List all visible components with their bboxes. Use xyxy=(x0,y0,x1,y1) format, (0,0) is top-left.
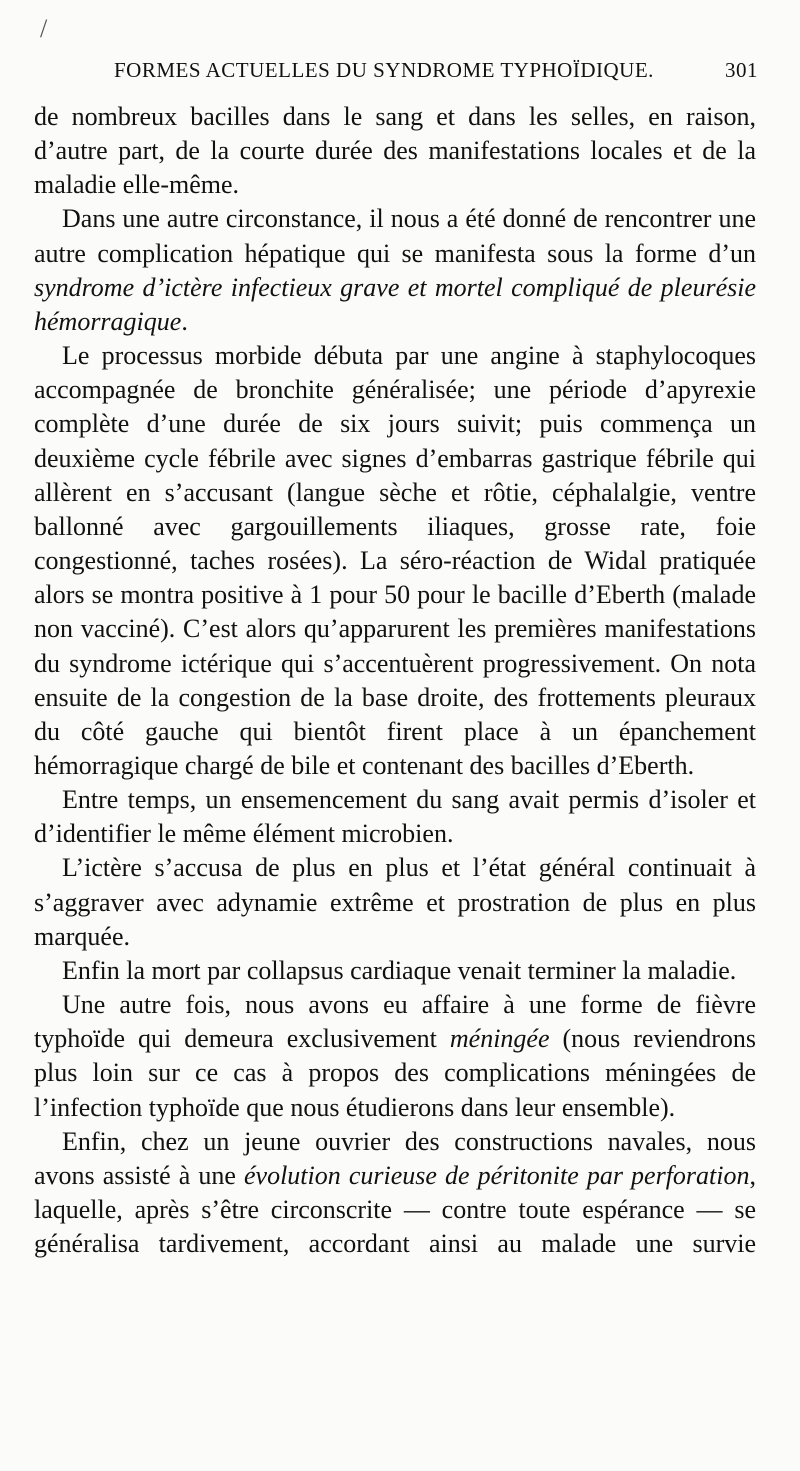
paragraph-1 xyxy=(34,100,756,202)
body-text xyxy=(34,100,756,1261)
paragraph-2-text: Dans une autre circonstance, il nous a été donné de rencontrer une autre complication hépatique qui se manifesta sous la forme d’un xyxy=(34,204,756,268)
paragraph-8 xyxy=(34,1125,756,1262)
paragraph-4 xyxy=(34,783,756,851)
paragraph-3-text: Le processus morbide débuta par une angine à staphylocoques accompagnée de bronchite généralisée; une période d’apyrexie complète d’une durée de six jours suivit; puis commença un deuxième cycle fébrile avec signes d’embarras gastrique fébrile qui allèrent en s’accusant (langue sèche et rôtie, céphalalgie, ventre ballonné avec gargouillements iliaques, grosse rate, foie congestionné, taches rosées). La séro-réaction de Widal pratiquée alors se montra positive à 1 pour 50 pour le bacille d’Eberth (malade non vacciné). C’est alors qu’apparurent les premières manifestations du syndrome ictérique qui s’accentuèrent progressivement. On nota ensuite de la congestion de la base droite, des frottements pleuraux du côté gauche qui bientôt firent place à un épanchement hémorragique chargé de bile et contenant des bacilles d’Eberth. xyxy=(34,341,756,780)
running-title: FORMES ACTUELLES DU SYNDROME TYPHOÏDIQUE. xyxy=(114,58,654,82)
paragraph-7-end: (nous reviendrons plus loin sur ce cas à propos des complications méningées de l’infection typhoïde que nous étudierons dans leur ensemble). xyxy=(34,1024,757,1122)
paragraph-7 xyxy=(34,988,756,1125)
page-header xyxy=(114,58,758,88)
paragraph-6 xyxy=(34,954,756,988)
paragraph-2-end: . xyxy=(181,306,188,336)
margin-mark: / xyxy=(40,14,48,43)
paragraph-2 xyxy=(34,202,756,339)
page-number: 301 xyxy=(725,58,758,82)
paragraph-7-italic: méningée xyxy=(449,1024,550,1054)
paragraph-3 xyxy=(34,339,756,783)
paragraph-8-text: Enfin, chez un jeune ouvrier des constructions navales, nous avons assisté à une xyxy=(34,1126,756,1190)
paragraph-4-text: Entre temps, un ensemencement du sang avait permis d’isoler et d’identifier le même élément microbien. xyxy=(34,785,756,849)
paragraph-6-text: Enfin la mort par collapsus cardiaque venait terminer la maladie. xyxy=(62,955,737,985)
paragraph-5 xyxy=(34,851,756,953)
paragraph-7-text: Une autre fois, nous avons eu affaire à une forme de fièvre typhoïde qui demeura exclusivement xyxy=(34,990,756,1054)
paragraph-2-italic: syndrome d’ictère infectieux grave et mortel compliqué de pleurésie hémorragique xyxy=(34,272,756,336)
paragraph-1-text: de nombreux bacilles dans le sang et dans les selles, en raison, d’autre part, de la courte durée des manifestations locales et de la maladie elle-même. xyxy=(34,102,756,200)
paragraph-8-end: , laquelle, après s’être circonscrite — contre toute espérance — se généralisa tardivement, accordant ainsi au malade une survie xyxy=(34,1160,756,1259)
paragraph-5-text: L’ictère s’accusa de plus en plus et l’état général continuait à s’aggraver avec adynamie extrême et prostration de plus en plus marquée. xyxy=(34,853,756,951)
paragraph-8-italic: évolution curieuse de péritonite par perforation xyxy=(244,1160,750,1190)
